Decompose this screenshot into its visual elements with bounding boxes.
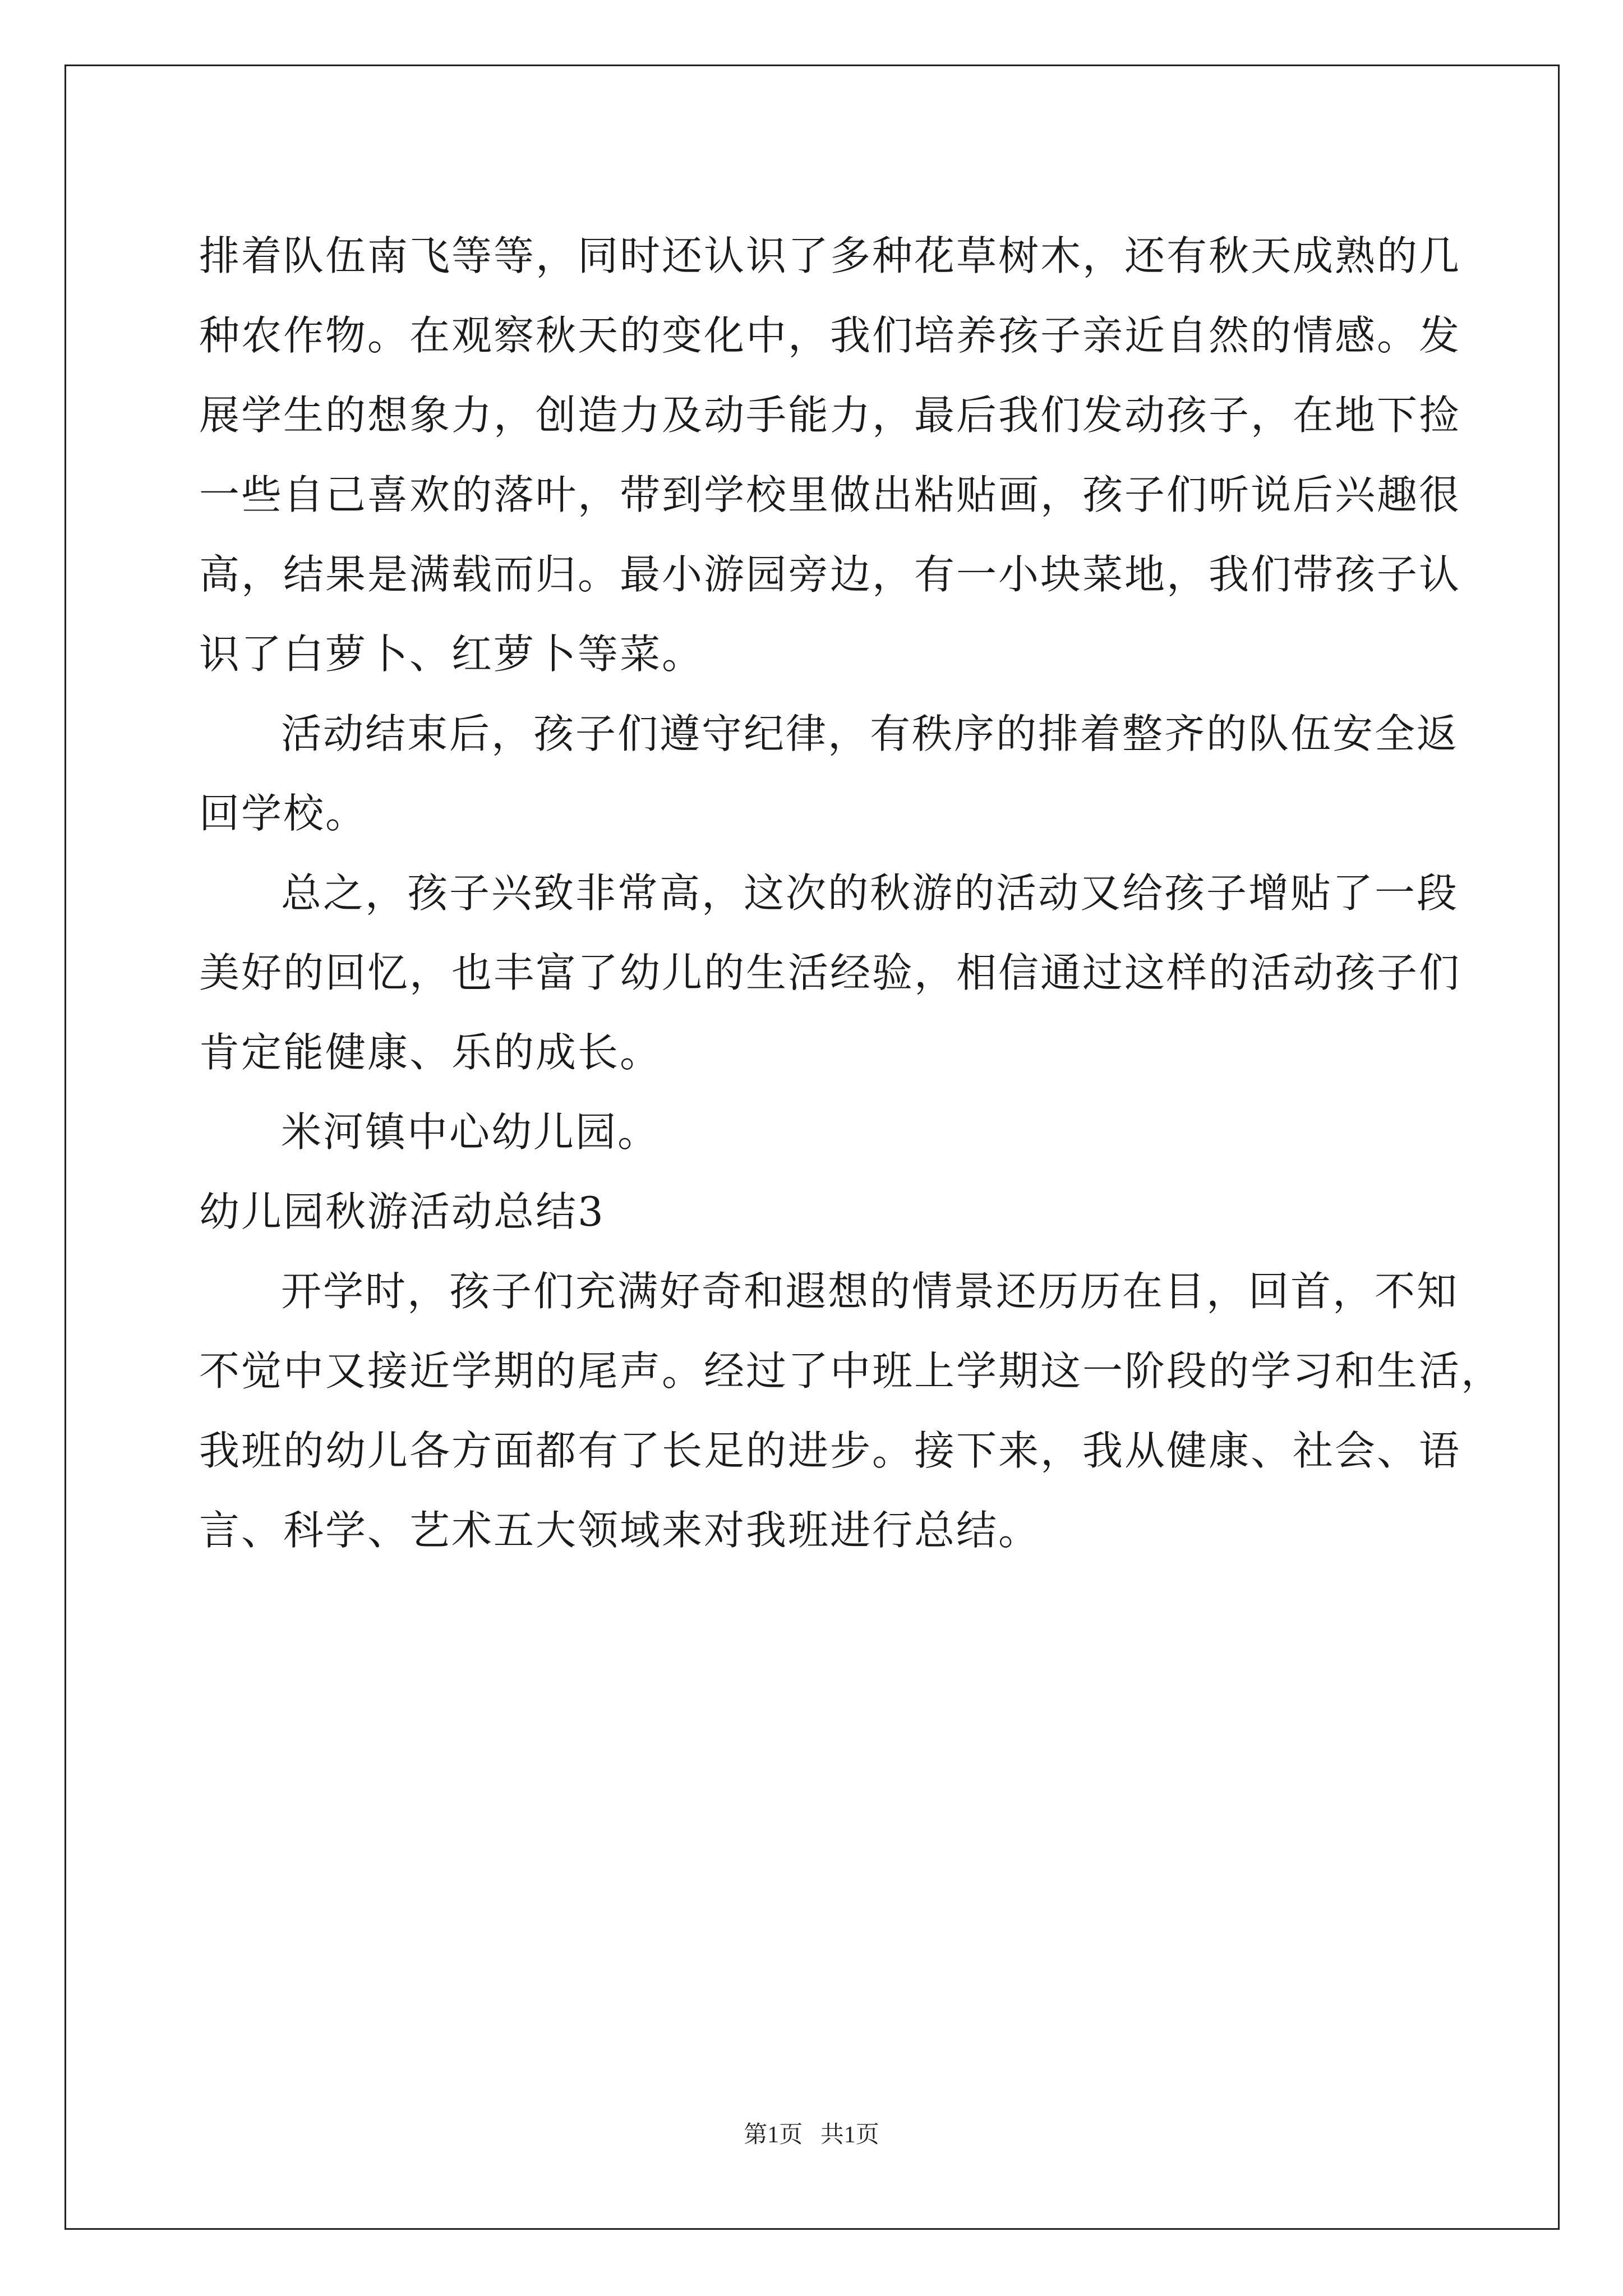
text-line: 言、科学、艺术五大领域来对我班进行总结。: [199, 1507, 1041, 1554]
text-line: 肯定能健康、乐的成长。: [199, 1029, 662, 1076]
text-line: 展学生的想象力，创造力及动手能力，最后我们发动孩子，在地下捡: [199, 392, 1461, 439]
text-line: 识了白萝卜、红萝卜等菜。: [199, 631, 704, 678]
text-line: 我班的幼儿各方面都有了长足的进步。接下来，我从健康、社会、语: [199, 1427, 1461, 1474]
paragraph-first-line: 活动结束后，孩子们遵守纪律，有秩序的排着整齐的队伍安全返: [281, 710, 1459, 757]
paragraph-first-line: 开学时，孩子们充满好奇和遐想的情景还历历在目，回首，不知: [281, 1268, 1459, 1315]
text-line: 排着队伍南飞等等，同时还认识了多种花草树木，还有秋天成熟的几: [199, 232, 1461, 279]
paragraph-first-line: 总之，孩子兴致非常高，这次的秋游的活动又给孩子增贴了一段: [281, 869, 1459, 917]
text-line: 高，结果是满载而归。最小游园旁边，有一小块菜地，我们带孩子认: [199, 551, 1461, 598]
document-body: [199, 216, 1504, 1570]
section-heading: 幼儿园秋游活动总结3: [199, 1188, 605, 1235]
text-line: 种农作物。在观察秋天的变化中，我们培养孩子亲近自然的情感。发: [199, 312, 1461, 359]
text-line: 不觉中又接近学期的尾声。经过了中班上学期这一阶段的学习和生活，: [199, 1347, 1504, 1395]
text-line: 回学校。: [199, 790, 368, 837]
text-line: 一些自己喜欢的落叶，带到学校里做出粘贴画，孩子们听说后兴趣很: [199, 471, 1461, 518]
signature-line: 米河镇中心幼儿园。: [281, 1108, 660, 1156]
text-line: 美好的回忆，也丰富了幼儿的生活经验，相信通过这样的活动孩子们: [199, 949, 1461, 996]
page-number-footer: 第1页 共1页: [744, 2122, 879, 2148]
